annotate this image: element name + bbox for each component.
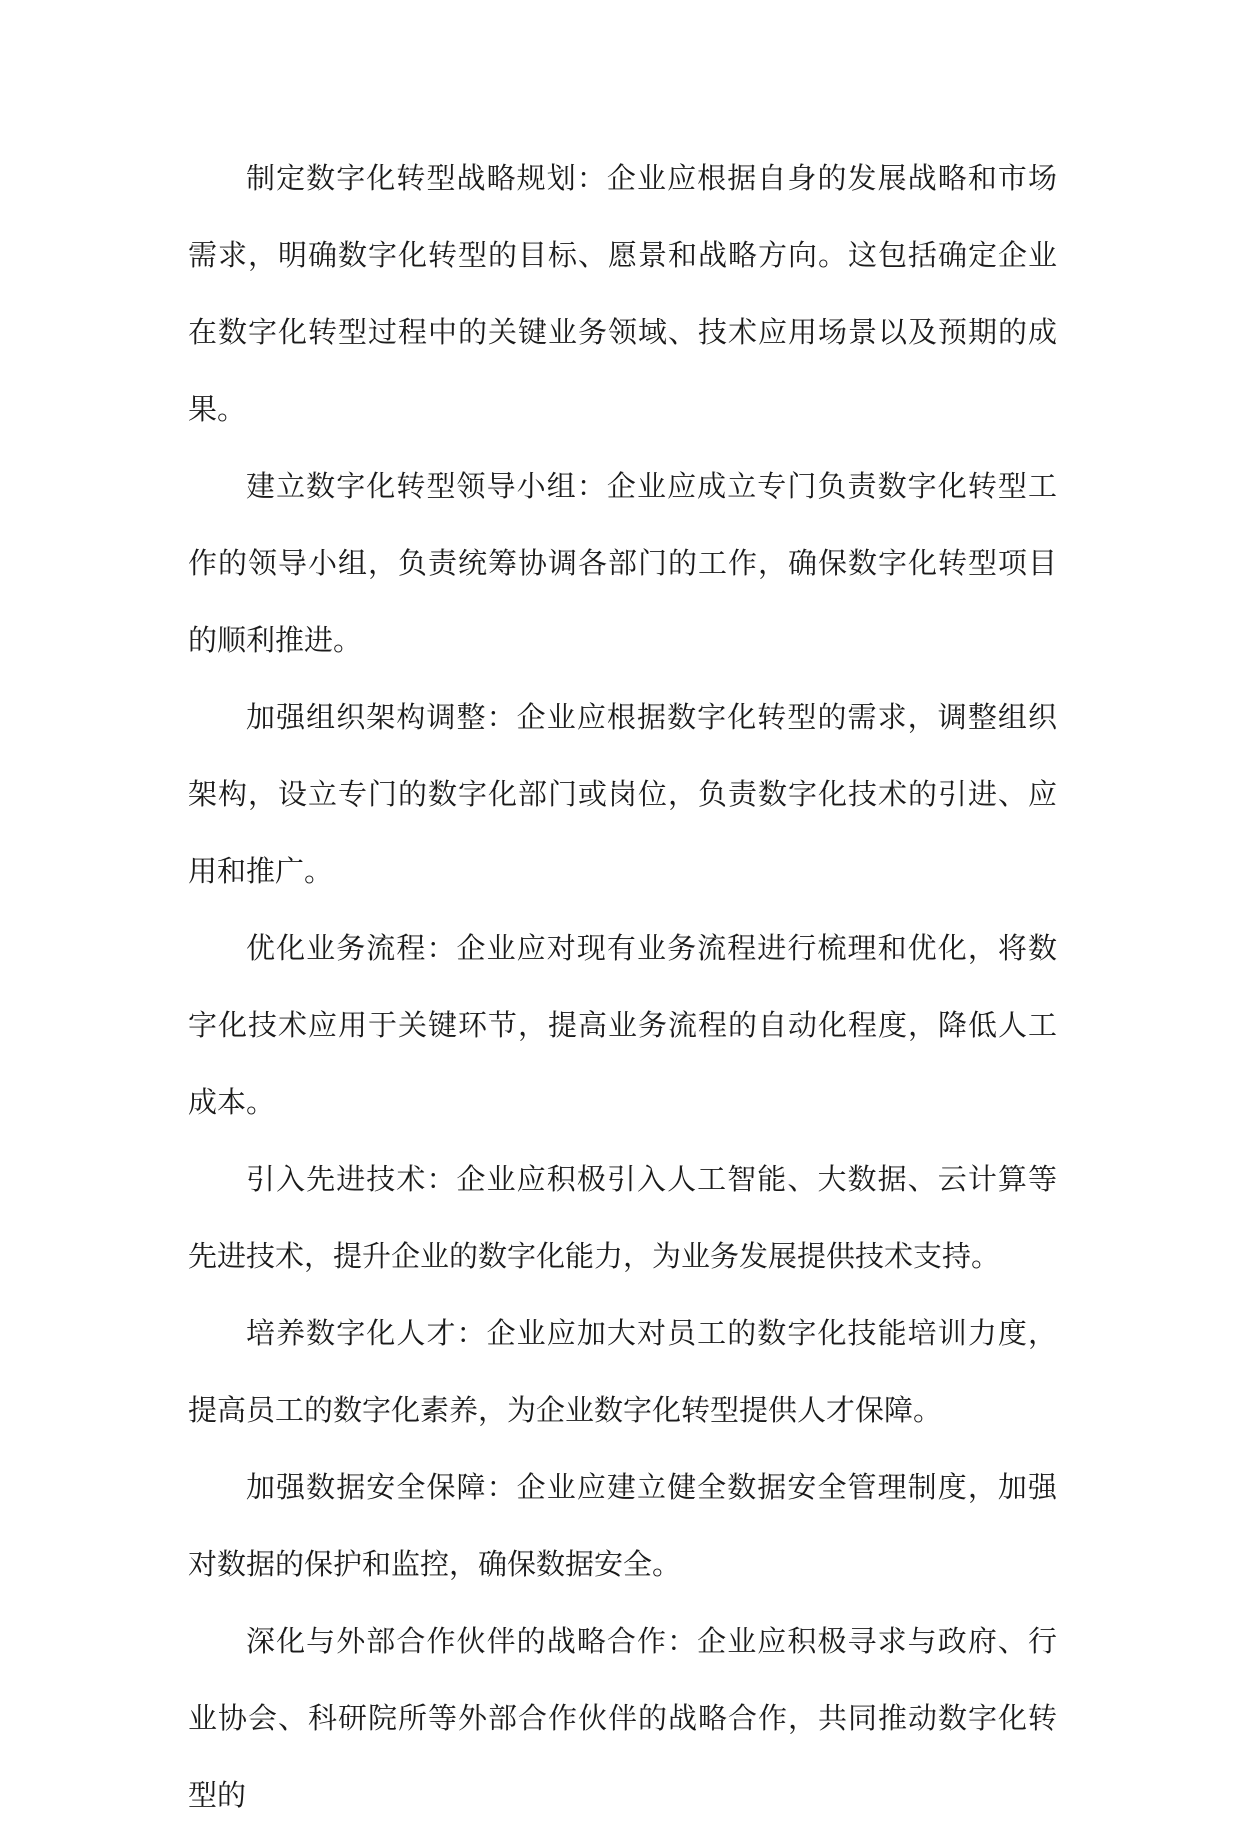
paragraph-data-security: 加强数据安全保障：企业应建立健全数据安全管理制度，加强对数据的保护和监控，确保数据安全。	[188, 1470, 1057, 1581]
document-body	[188, 140, 1057, 1834]
paragraph-organization-adjustment: 加强组织架构调整：企业应根据数字化转型的需求，调整组织架构，设立专门的数字化部门或岗位，负责数字化技术的引进、应用和推广。	[188, 700, 1057, 888]
paragraph-leadership-group: 建立数字化转型领导小组：企业应成立专门负责数字化转型工作的领导小组，负责统筹协调各部门的工作，确保数字化转型项目的顺利推进。	[188, 469, 1057, 657]
paragraph-talent-cultivation: 培养数字化人才：企业应加大对员工的数字化技能培训力度，提高员工的数字化素养，为企业数字化转型提供人才保障。	[188, 1316, 1057, 1427]
paragraph-advanced-technology: 引入先进技术：企业应积极引入人工智能、大数据、云计算等先进技术，提升企业的数字化能力，为业务发展提供技术支持。	[188, 1162, 1057, 1273]
paragraph-external-cooperation: 深化与外部合作伙伴的战略合作：企业应积极寻求与政府、行业协会、科研院所等外部合作伙伴的战略合作，共同推动数字化转型的	[188, 1624, 1057, 1812]
paragraph-process-optimization: 优化业务流程：企业应对现有业务流程进行梳理和优化，将数字化技术应用于关键环节，提高业务流程的自动化程度，降低人工成本。	[188, 931, 1057, 1119]
paragraph-strategy-planning: 制定数字化转型战略规划：企业应根据自身的发展战略和市场需求，明确数字化转型的目标、愿景和战略方向。这包括确定企业在数字化转型过程中的关键业务领域、技术应用场景以及预期的成果。	[188, 161, 1057, 426]
